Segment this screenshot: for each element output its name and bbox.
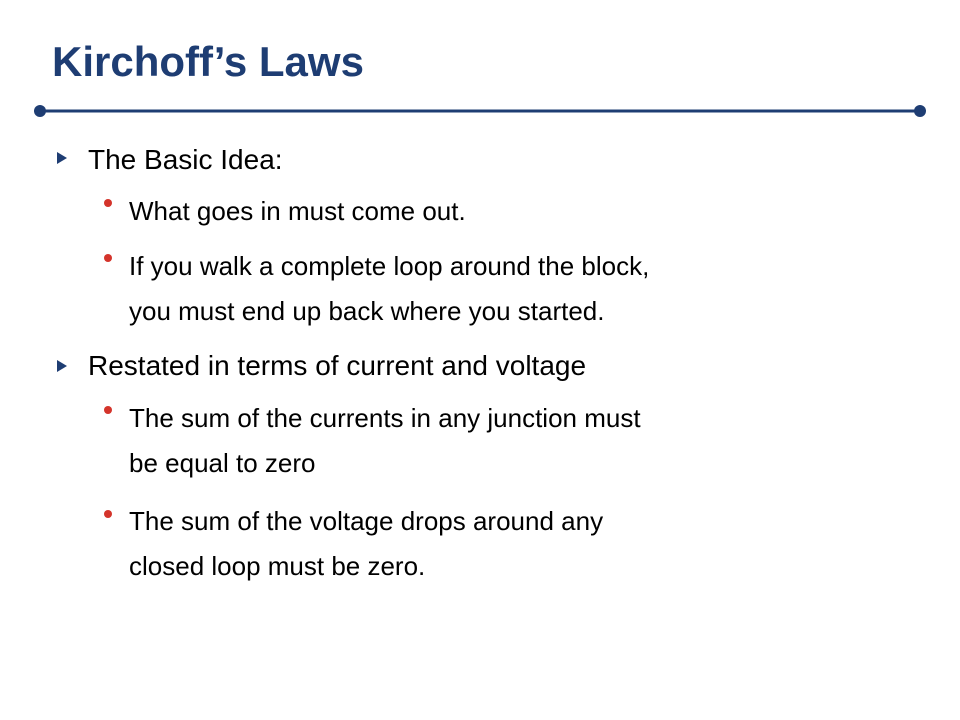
slide-title: Kirchoff’s Laws	[52, 38, 364, 85]
section-heading: Restated in terms of current and voltage	[88, 350, 587, 381]
bullet-point-line: be equal to zero	[129, 448, 316, 478]
bullet-point-line: If you walk a complete loop around the block,	[129, 251, 650, 281]
dot-bullet-icon	[104, 199, 112, 207]
dot-bullet-icon	[104, 406, 112, 414]
bullet-point-line: What goes in must come out.	[129, 196, 466, 226]
arrow-bullet-icon	[57, 152, 67, 164]
section-heading: The Basic Idea:	[88, 144, 283, 175]
bullet-point-line: closed loop must be zero.	[129, 551, 426, 581]
bullet-point-line: you must end up back where you started.	[129, 296, 605, 326]
bullet-point-line: The sum of the currents in any junction must	[129, 403, 641, 433]
dot-bullet-icon	[104, 254, 112, 262]
bullet-point-line: The sum of the voltage drops around any	[129, 506, 604, 536]
arrow-bullet-icon	[57, 360, 67, 372]
dot-bullet-icon	[104, 510, 112, 518]
